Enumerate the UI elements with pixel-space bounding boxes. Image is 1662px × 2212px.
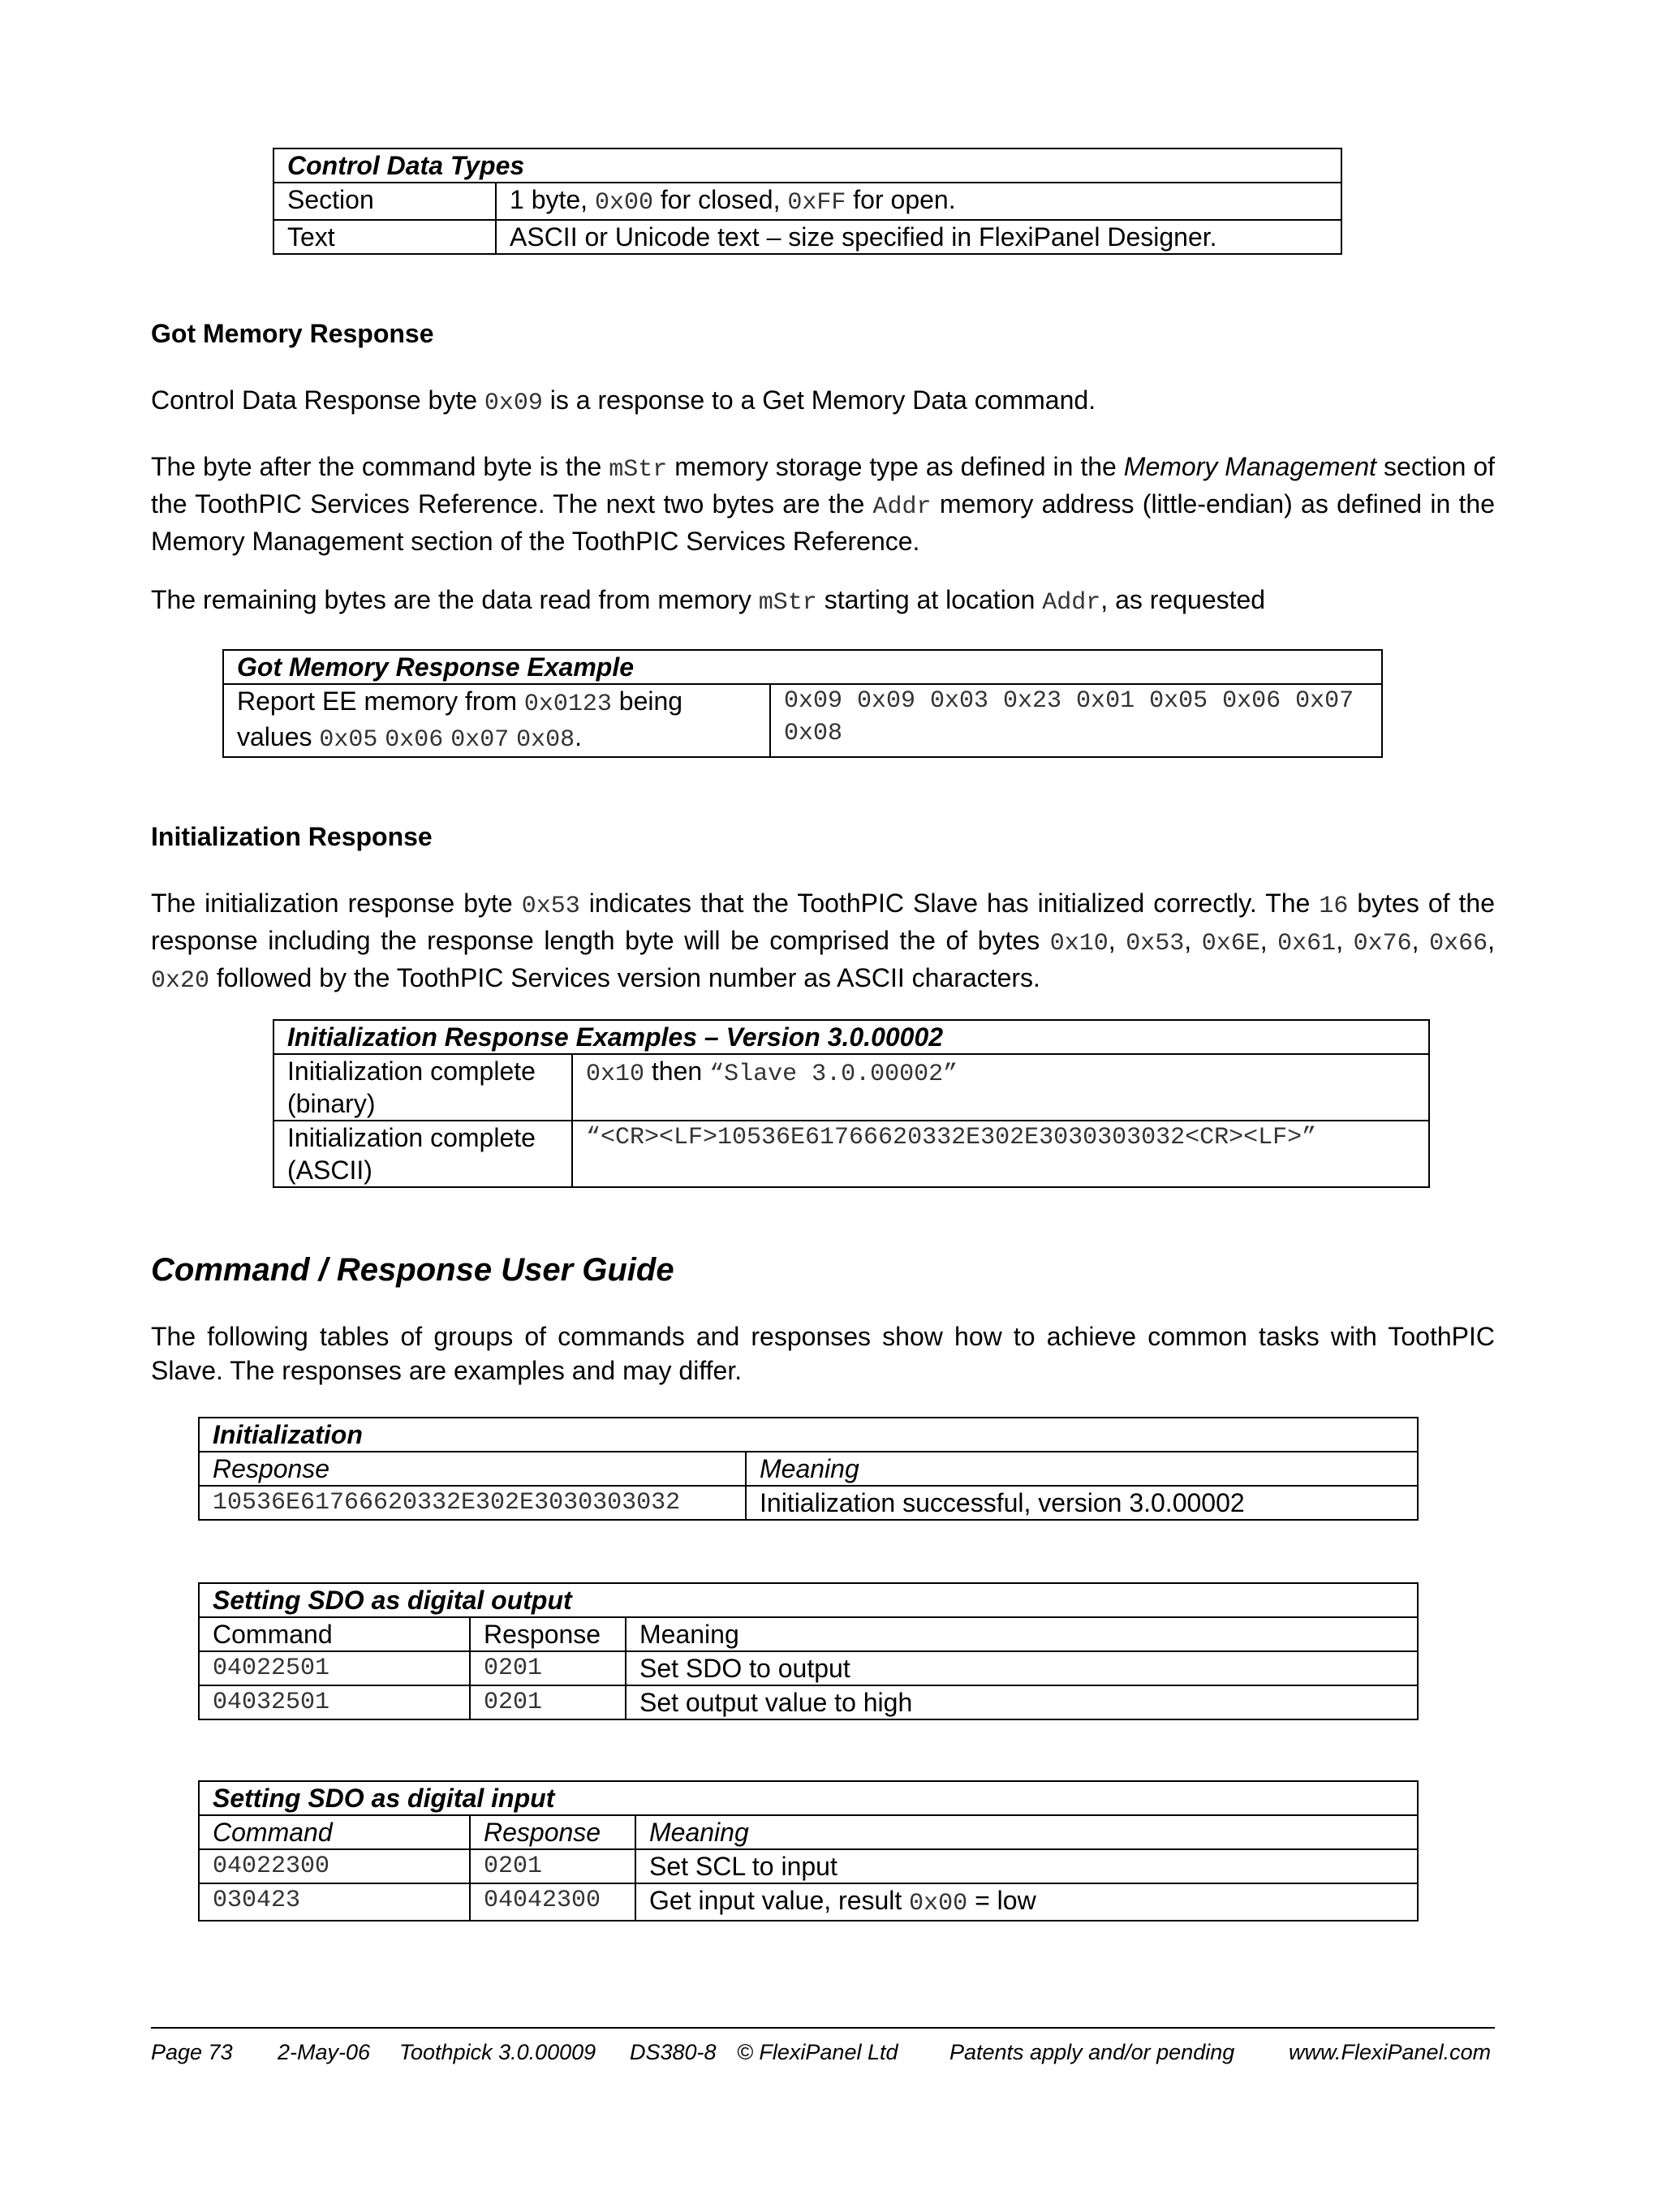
got-memory-paragraph-3: The remaining bytes are the data read from memory mStr starting at location Addr, as requested [151,585,1266,617]
command-cell: 030423 [199,1883,470,1921]
footer-version: Toothpick 3.0.00009 [399,2040,596,2064]
footer-doc-id: DS380-8 [630,2040,717,2064]
command-cell: 04022300 [199,1849,470,1883]
table-header-row [199,1815,1418,1849]
row-value: ASCII or Unicode text – size specified in FlexiPanel Designer. [496,220,1341,254]
command-cell: 04022501 [199,1651,470,1685]
column-header: Response [470,1815,635,1849]
meaning-cell: Set SCL to input [635,1849,1418,1883]
column-header: Meaning [635,1815,1418,1849]
table-title: Setting SDO as digital output [199,1583,1418,1617]
sdo-output-table [198,1582,1419,1720]
row-value: 1 byte, 0x00 for closed, 0xFF for open. [496,183,1341,220]
footer-date: 2-May-06 [278,2040,371,2064]
table-row [273,220,1341,254]
sdo-input-table [198,1780,1419,1922]
initialization-table [198,1417,1419,1521]
table-title: Control Data Types [273,148,1341,183]
row-value: 0x10 then “Slave 3.0.00002” [572,1054,1429,1121]
got-memory-paragraph-2: The byte after the command byte is the mStr memory storage type as defined in the Memory Management section of the ToothPIC Services Reference. The next two bytes are the Addr memory address (little-endian) as defined in the Memory Management section of the ToothPIC Services Reference. [151,452,1496,556]
table-title: Initialization Response Examples – Version 3.0.00002 [273,1020,1429,1054]
table-row [199,1486,1418,1520]
footer-copyright: © FlexiPanel Ltd [737,2040,898,2064]
column-header: Command [199,1617,470,1651]
table-row [199,1849,1418,1883]
table-title: Got Memory Response Example [223,650,1382,684]
table-header-row [199,1617,1418,1651]
column-header: Meaning [746,1452,1418,1486]
table-row [199,1685,1418,1719]
init-response-examples-table [273,1019,1430,1188]
response-cell: 0201 [470,1685,626,1719]
meaning-cell: Initialization successful, version 3.0.00002 [746,1486,1418,1520]
got-memory-example-table [222,649,1383,758]
column-header: Response [199,1452,746,1486]
guide-intro: The following tables of groups of commands and responses show how to achieve common tasks with ToothPIC Slave. The responses are examples and may differ. [151,1322,1495,1385]
page-footer [151,2027,1495,2064]
control-data-types-table [273,148,1342,255]
table-row [273,183,1341,220]
meaning-cell: Set output value to high [626,1685,1418,1719]
response-cell: 10536E61766620332E302E3030303032 [199,1486,746,1520]
meaning-cell: Set SDO to output [626,1651,1418,1685]
got-memory-heading: Got Memory Response [151,319,434,348]
table-row [199,1883,1418,1921]
response-cell: 0201 [470,1849,635,1883]
footer-page: Page 73 [151,2040,233,2064]
table-row [223,684,1382,757]
column-header: Meaning [626,1617,1418,1651]
column-header: Response [470,1617,626,1651]
response-cell: 04042300 [470,1883,635,1921]
table-row [273,1121,1429,1187]
guide-heading: Command / Response User Guide [151,1252,674,1288]
example-description: Report EE memory from 0x0123 being values 0x05 0x06 0x07 0x08. [223,684,770,757]
row-label: Initialization complete (binary) [273,1054,572,1121]
table-header-row [199,1452,1418,1486]
command-cell: 04032501 [199,1685,470,1719]
footer-website: www.FlexiPanel.com [1289,2040,1492,2064]
row-label: Text [273,220,496,254]
response-cell: 0201 [470,1651,626,1685]
example-bytes: 0x09 0x09 0x03 0x23 0x01 0x05 0x06 0x07 0x08 [770,684,1382,757]
init-response-heading: Initialization Response [151,822,433,851]
table-title: Setting SDO as digital input [199,1781,1418,1815]
got-memory-paragraph-1: Control Data Response byte 0x09 is a response to a Get Memory Data command. [151,385,1096,417]
table-row [273,1054,1429,1121]
table-row [199,1651,1418,1685]
init-response-paragraph: The initialization response byte 0x53 indicates that the ToothPIC Slave has initialized correctly. The 16 bytes of the response including the response length byte will be comprised the of bytes 0x10, 0x53, 0x6E, 0x61, 0x76, 0x66, 0x20 followed by the ToothPIC Services version number as ASCII characters. [151,889,1496,995]
row-value: “<CR><LF>10536E61766620332E302E3030303032<CR><LF>” [572,1121,1429,1187]
table-title: Initialization [199,1418,1418,1452]
row-label: Section [273,183,496,220]
footer-patents: Patents apply and/or pending [949,2040,1235,2064]
meaning-cell: Get input value, result 0x00 = low [635,1883,1418,1921]
row-label: Initialization complete (ASCII) [273,1121,572,1187]
column-header: Command [199,1815,470,1849]
